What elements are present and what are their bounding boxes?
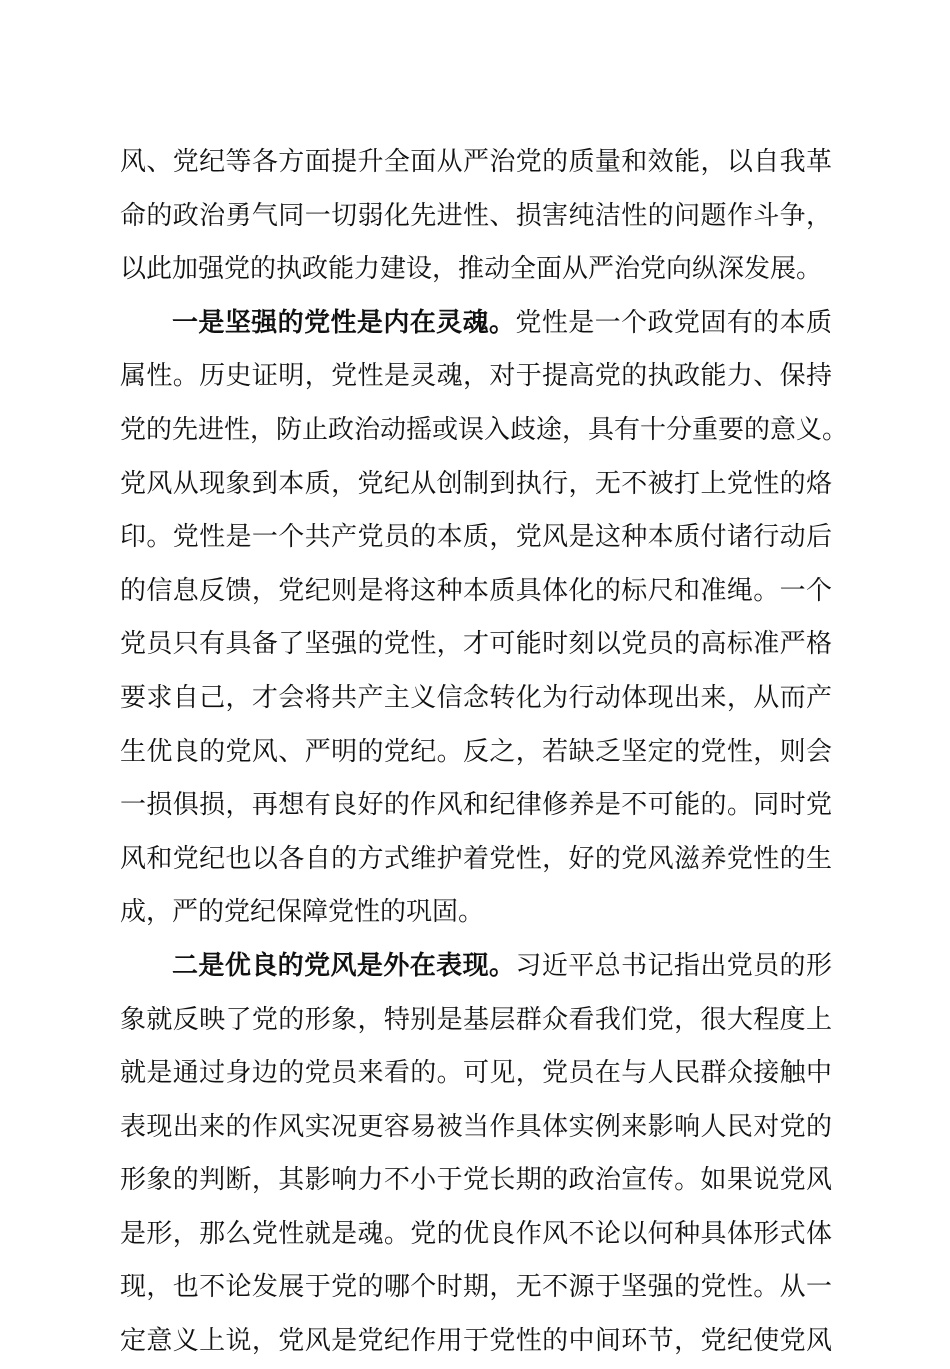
section-one-first-line-text: 党性是一个政党固有的本质 — [515, 307, 832, 338]
text-line: 党的先进性，防止政治动摇或误入歧途，具有十分重要的意义。 — [120, 414, 849, 445]
body-text — [120, 136, 849, 1369]
text-line: 定意义上说，党风是党纪作用于党性的中间环节，党纪使党风 — [120, 1326, 832, 1357]
section-two-heading: 二是优良的党风是外在表现。 — [172, 950, 516, 981]
text-line: 命的政治勇气同一切弱化先进性、损害纯洁性的问题作斗争， — [120, 200, 832, 231]
text-line: 风和党纪也以各自的方式维护着党性，好的党风滋养党性的生 — [120, 843, 832, 874]
text-line: 象就反映了党的形象，特别是基层群众看我们党，很大程度上 — [120, 1004, 832, 1035]
text-line: 就是通过身边的党员来看的。可见，党员在与人民群众接触中 — [120, 1058, 832, 1089]
text-line: 以此加强党的执政能力建设，推动全面从严治党向纵深发展。 — [120, 254, 823, 285]
paragraph-first-line — [120, 940, 832, 994]
section-one-heading: 一是坚强的党性是内在灵魂。 — [172, 307, 516, 338]
text-line: 生优良的党风、严明的党纪。反之，若缺乏坚定的党性，则会 — [120, 736, 832, 767]
paragraph-first-line — [120, 297, 832, 351]
section-one-paragraph — [120, 297, 849, 940]
text-line: 形象的判断，其影响力不小于党长期的政治宣传。如果说党风 — [120, 1165, 832, 1196]
text-line: 印。党性是一个共产党员的本质，党风是这种本质付诸行动后 — [120, 522, 832, 553]
text-line: 党员只有具备了坚强的党性，才可能时刻以党员的高标准严格 — [120, 629, 832, 660]
text-line: 要求自己，才会将共产主义信念转化为行动体现出来，从而产 — [120, 682, 832, 713]
text-line: 一损俱损，再想有良好的作风和纪律修养是不可能的。同时党 — [120, 790, 832, 821]
text-line: 属性。历史证明，党性是灵魂，对于提高党的执政能力、保持 — [120, 361, 832, 392]
text-line: 党风从现象到本质，党纪从创制到执行，无不被打上党性的烙 — [120, 468, 832, 499]
text-line: 表现出来的作风实况更容易被当作具体实例来影响人民对党的 — [120, 1111, 832, 1142]
text-line: 风、党纪等各方面提升全面从严治党的质量和效能，以自我革 — [120, 147, 832, 177]
text-line: 的信息反馈，党纪则是将这种本质具体化的标尺和准绳。一个 — [120, 575, 832, 606]
text-line: 成，严的党纪保障党性的巩固。 — [120, 897, 485, 928]
section-two-paragraph — [120, 940, 832, 1369]
intro-paragraph — [120, 136, 832, 297]
section-two-first-line-text: 习近平总书记指出党员的形 — [515, 950, 832, 981]
text-line: 是形，那么党性就是魂。党的优良作风不论以何种具体形式体 — [120, 1218, 832, 1249]
text-line: 现，也不论发展于党的哪个时期，无不源于坚强的党性。从一 — [120, 1272, 832, 1303]
